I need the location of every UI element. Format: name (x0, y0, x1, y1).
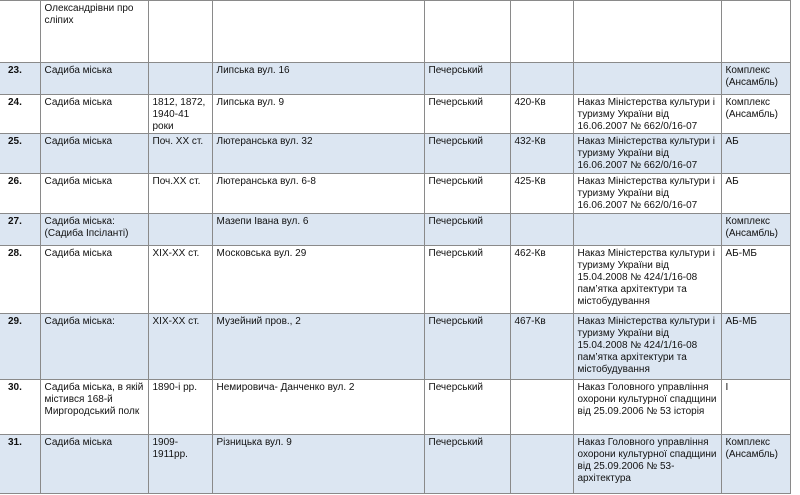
order-document: Наказ Міністерства культури і туризму України від 15.04.2008 № 424/1/16-08 пам’ятка архітектури та містобудування (573, 246, 721, 314)
row-number: 30. (0, 380, 40, 435)
object-name: Садиба міська (40, 134, 148, 174)
row-number: 26. (0, 174, 40, 214)
object-name: Садиба міська, в якій містився 168-й Миргородський полк (40, 380, 148, 435)
object-district: Печерський (424, 95, 510, 134)
object-address (212, 1, 424, 63)
order-document (573, 63, 721, 95)
row-number: 31. (0, 435, 40, 494)
protection-code: 425-Кв (510, 174, 573, 214)
object-district: Печерський (424, 174, 510, 214)
table-row (0, 214, 790, 246)
object-category: Комплекс (Ансамбль) (721, 214, 790, 246)
row-number: 25. (0, 134, 40, 174)
object-date (148, 214, 212, 246)
object-name: Садиба міська (40, 435, 148, 494)
object-address: Немировича- Данченко вул. 2 (212, 380, 424, 435)
table-row (0, 435, 790, 494)
object-district: Печерський (424, 380, 510, 435)
object-name: Олександрівни про сліпих (40, 1, 148, 63)
object-district: Печерський (424, 246, 510, 314)
object-name: Садиба міська (40, 174, 148, 214)
object-date: Поч.XX ст. (148, 174, 212, 214)
object-category: АБ (721, 134, 790, 174)
object-address: Московська вул. 29 (212, 246, 424, 314)
table-row (0, 95, 790, 134)
row-number: 24. (0, 95, 40, 134)
table-row (0, 174, 790, 214)
row-number: 27. (0, 214, 40, 246)
object-address: Лютеранська вул. 32 (212, 134, 424, 174)
row-number: 23. (0, 63, 40, 95)
object-category: Комплекс (Ансамбль) (721, 95, 790, 134)
object-category (721, 1, 790, 63)
object-name: Садиба міська: (40, 314, 148, 380)
object-date (148, 1, 212, 63)
object-district (424, 1, 510, 63)
object-address: Липська вул. 16 (212, 63, 424, 95)
order-document (573, 214, 721, 246)
order-document: Наказ Головного управління охорони культурної спадщини від 25.09.2006 № 53- архітектура (573, 435, 721, 494)
object-category: АБ (721, 174, 790, 214)
object-name: Садиба міська: (Садиба Іпсіланті) (40, 214, 148, 246)
protection-code (510, 380, 573, 435)
object-district: Печерський (424, 214, 510, 246)
table-row (0, 134, 790, 174)
object-address: Різницька вул. 9 (212, 435, 424, 494)
order-document: Наказ Головного управління охорони культурної спадщини від 25.09.2006 № 53 історія (573, 380, 721, 435)
object-name: Садиба міська (40, 246, 148, 314)
protection-code: 462-Кв (510, 246, 573, 314)
object-date: Поч. XX ст. (148, 134, 212, 174)
row-number (0, 1, 40, 63)
order-document (573, 1, 721, 63)
object-address: Лютеранська вул. 6-8 (212, 174, 424, 214)
object-name: Садиба міська (40, 63, 148, 95)
table-row (0, 63, 790, 95)
order-document: Наказ Міністерства культури і туризму України від 15.04.2008 № 424/1/16-08 пам’ятка архітектури та містобудування (573, 314, 721, 380)
object-address: Мазепи Івана вул. 6 (212, 214, 424, 246)
order-document: Наказ Міністерства культури і туризму України від 16.06.2007 № 662/0/16-07 (573, 95, 721, 134)
object-category: Комплекс (Ансамбль) (721, 435, 790, 494)
object-date (148, 63, 212, 95)
protection-code (510, 214, 573, 246)
object-category: АБ-МБ (721, 314, 790, 380)
object-date: 1812, 1872, 1940-41 роки (148, 95, 212, 134)
table-row (0, 314, 790, 380)
object-district: Печерський (424, 314, 510, 380)
object-date: 1890-і рр. (148, 380, 212, 435)
protection-code: 432-Кв (510, 134, 573, 174)
object-date: 1909-1911рр. (148, 435, 212, 494)
object-name: Садиба міська (40, 95, 148, 134)
order-document: Наказ Міністерства культури і туризму України від 16.06.2007 № 662/0/16-07 (573, 134, 721, 174)
protection-code (510, 1, 573, 63)
protection-code: 467-Кв (510, 314, 573, 380)
row-number: 29. (0, 314, 40, 380)
object-category: АБ-МБ (721, 246, 790, 314)
object-district: Печерський (424, 134, 510, 174)
table-row (0, 1, 790, 63)
protection-code (510, 435, 573, 494)
object-district: Печерський (424, 63, 510, 95)
object-date: XIX-XX ст. (148, 314, 212, 380)
table-body (0, 1, 790, 494)
protection-code: 420-Кв (510, 95, 573, 134)
object-category: І (721, 380, 790, 435)
object-address: Липська вул. 9 (212, 95, 424, 134)
order-document: Наказ Міністерства культури і туризму України від 16.06.2007 № 662/0/16-07 (573, 174, 721, 214)
table-row (0, 380, 790, 435)
protection-code (510, 63, 573, 95)
row-number: 28. (0, 246, 40, 314)
object-district: Печерський (424, 435, 510, 494)
object-date: XIX-XX ст. (148, 246, 212, 314)
object-address: Музейний пров., 2 (212, 314, 424, 380)
object-category: Комплекс (Ансамбль) (721, 63, 790, 95)
table-row (0, 246, 790, 314)
